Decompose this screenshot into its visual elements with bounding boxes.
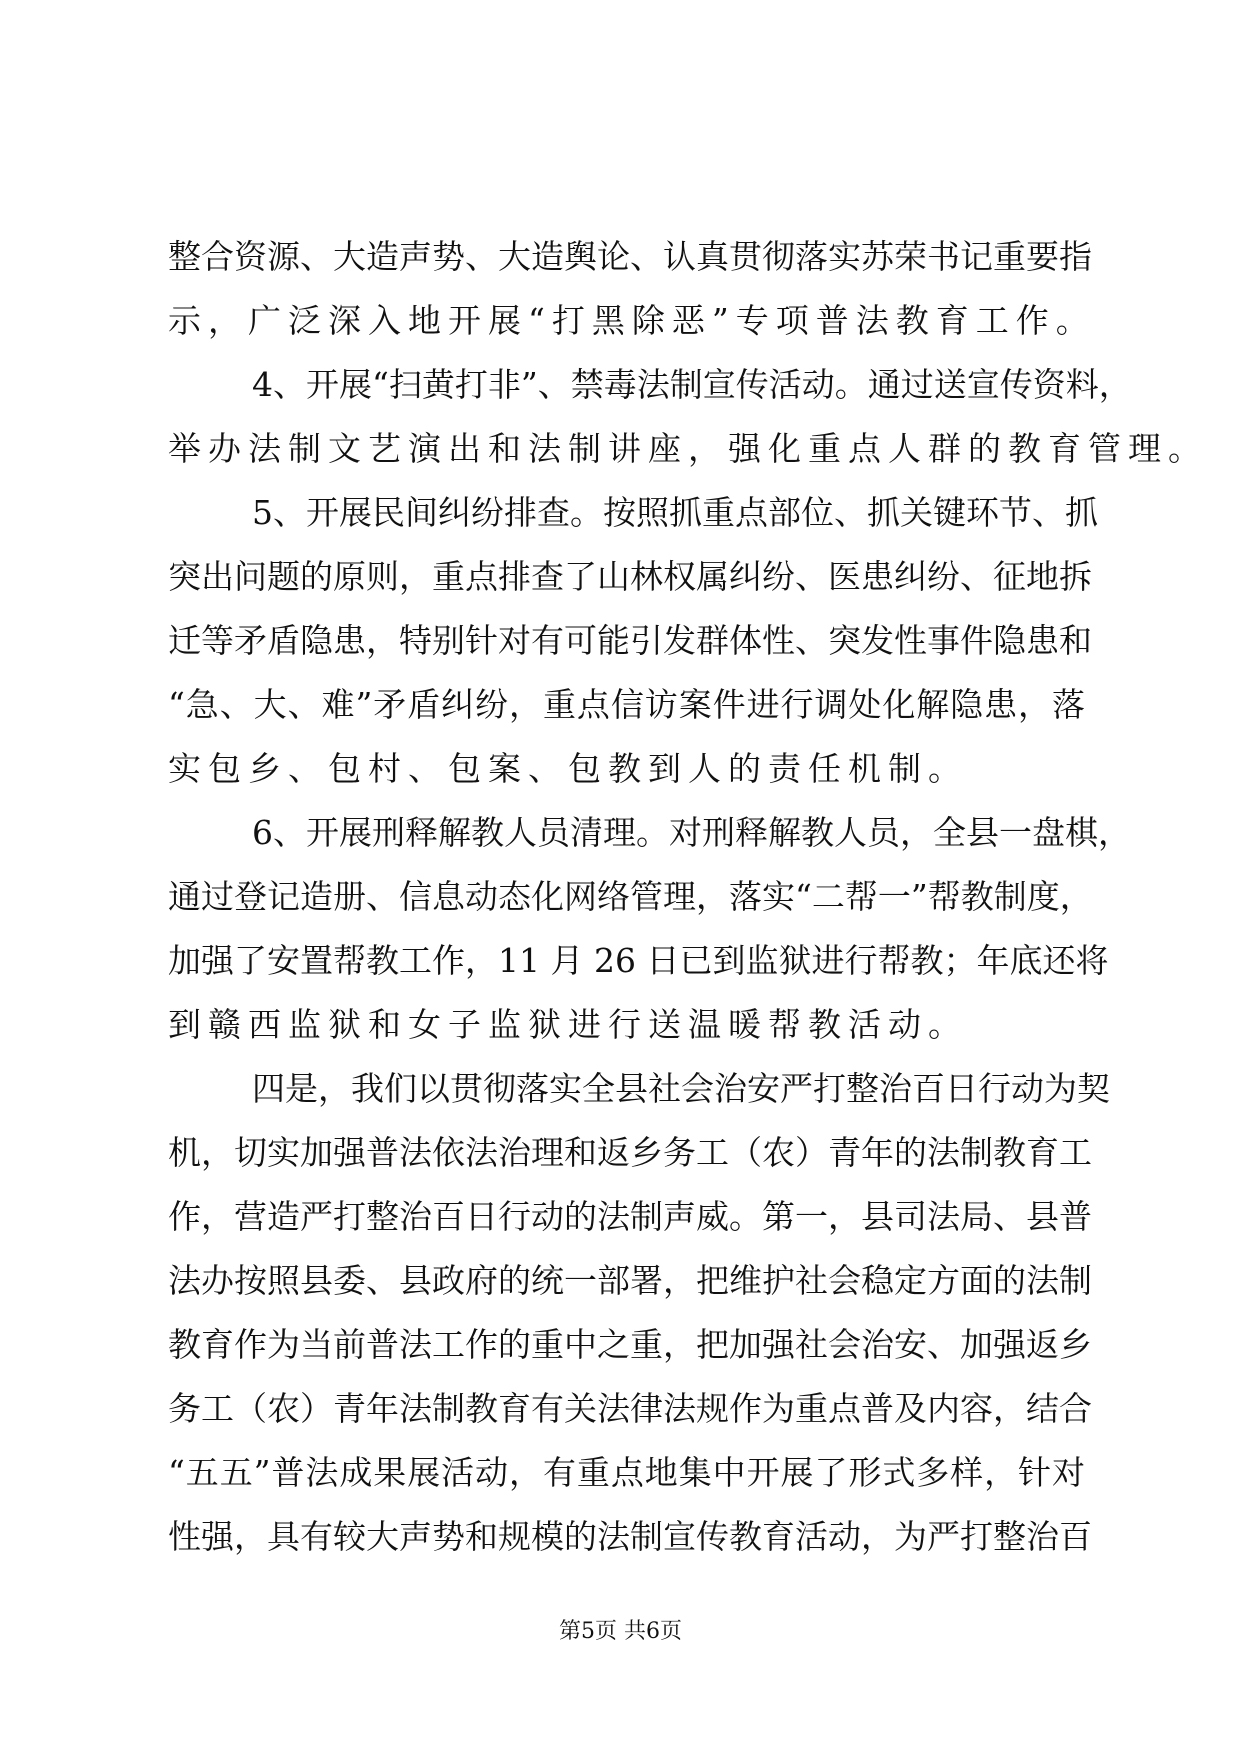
- text-line: 通过登记造册、信息动态化网络管理，落实“二帮一”帮教制度，: [168, 877, 1093, 916]
- paragraph: [168, 1057, 1110, 1569]
- text-line: 6、开展刑释解教人员清理。对刑释解教人员，全县一盘棋，: [252, 813, 1131, 852]
- page-footer: 第5页 共6页: [559, 1619, 682, 1644]
- text-line: 四是，我们以贯彻落实全县社会治安严打整治百日行动为契: [252, 1069, 1110, 1108]
- text-line: 到赣西监狱和女子监狱进行送温暖帮教活动。: [168, 1005, 968, 1044]
- text-line: “五五”普法成果展活动，有重点地集中开展了形式多样，针对: [168, 1453, 1085, 1492]
- text-line: 务工（农）青年法制教育有关法律法规作为重点普及内容，结合: [168, 1389, 1092, 1428]
- paragraph: [168, 481, 1098, 801]
- text-line: 加强了安置帮教工作，11 月 26 日已到监狱进行帮教；年底还将: [168, 941, 1109, 980]
- text-line: “急、大、难”矛盾纠纷，重点信访案件进行调处化解隐患，落: [168, 685, 1085, 724]
- text-line: 教育作为当前普法工作的重中之重，把加强社会治安、加强返乡: [168, 1325, 1092, 1364]
- text-line: 示，广泛深入地开展“打黑除恶”专项普法教育工作。: [168, 301, 1096, 340]
- text-line: 性强，具有较大声势和规模的法制宣传教育活动，为严打整治百: [168, 1517, 1092, 1556]
- text-line: 举办法制文艺演出和法制讲座，强化重点人群的教育管理。: [168, 429, 1208, 468]
- paragraph: [168, 801, 1131, 1057]
- text-line: 法办按照县委、县政府的统一部署，把维护社会稳定方面的法制: [168, 1261, 1092, 1300]
- document-body: [168, 225, 1208, 1569]
- text-line: 突出问题的原则，重点排查了山林权属纠纷、医患纠纷、征地拆: [168, 557, 1092, 596]
- paragraph: [168, 353, 1208, 481]
- text-line: 作，营造严打整治百日行动的法制声威。第一，县司法局、县普: [168, 1197, 1092, 1236]
- text-line: 整合资源、大造声势、大造舆论、认真贯彻落实苏荣书记重要指: [168, 237, 1092, 276]
- text-line: 实包乡、包村、包案、包教到人的责任机制。: [168, 749, 968, 788]
- text-line: 5、开展民间纠纷排查。按照抓重点部位、抓关键环节、抓: [252, 493, 1098, 532]
- text-line: 4、开展“扫黄打非”、禁毒法制宣传活动。通过送宣传资料，: [252, 365, 1132, 404]
- text-line: 迁等矛盾隐患，特别针对有可能引发群体性、突发性事件隐患和: [168, 621, 1092, 660]
- text-line: 机，切实加强普法依法治理和返乡务工（农）青年的法制教育工: [168, 1133, 1092, 1172]
- paragraph: [168, 225, 1096, 353]
